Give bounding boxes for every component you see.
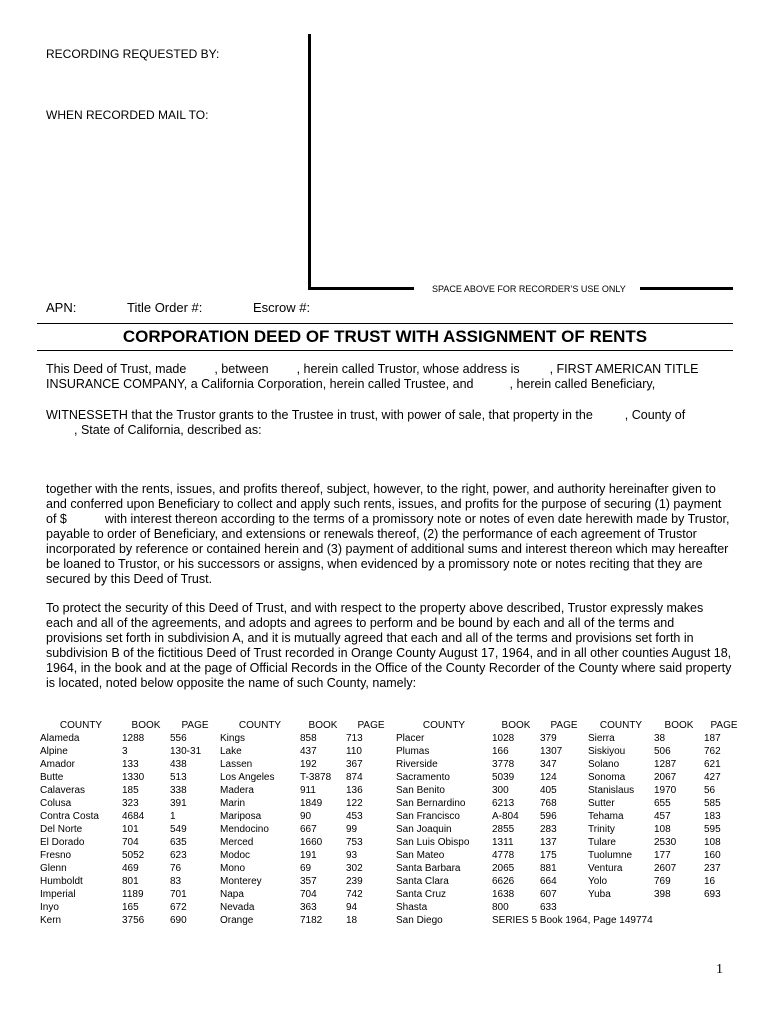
table-cell bbox=[588, 901, 654, 914]
table-cell: 1028 bbox=[492, 733, 515, 744]
table-cell: Kern bbox=[40, 915, 62, 926]
table-cell: Monterey bbox=[220, 876, 262, 887]
table-cell: 191 bbox=[300, 850, 317, 861]
table-cell: 800 bbox=[492, 902, 509, 913]
table-cell: 5039 bbox=[492, 772, 515, 783]
table-cell: 713 bbox=[346, 733, 363, 744]
table-row bbox=[40, 784, 744, 797]
table-cell: Marin bbox=[220, 798, 246, 809]
table-cell: 69 bbox=[300, 863, 312, 874]
table-cell: 99 bbox=[346, 824, 358, 835]
table-cell: 3778 bbox=[492, 759, 515, 770]
table-cell: Madera bbox=[220, 785, 254, 796]
table-cell: 655 bbox=[654, 798, 671, 809]
table-cell: 1287 bbox=[654, 759, 677, 770]
table-row bbox=[40, 771, 744, 784]
table-cell: Colusa bbox=[40, 798, 72, 809]
table-cell: 874 bbox=[346, 772, 363, 783]
table-cell: 94 bbox=[346, 902, 358, 913]
title-top-rule bbox=[37, 323, 733, 324]
table-cell: 596 bbox=[540, 811, 557, 822]
table-cell: 633 bbox=[540, 902, 557, 913]
table-cell: San Joaquin bbox=[396, 824, 452, 835]
table-cell: 911 bbox=[300, 785, 316, 796]
table-cell: Shasta bbox=[396, 902, 428, 913]
header-book-3: BOOK bbox=[501, 719, 531, 731]
table-cell: 237 bbox=[704, 863, 721, 874]
table-row bbox=[40, 901, 744, 914]
table-cell: Tehama bbox=[588, 811, 624, 822]
table-cell: 1660 bbox=[300, 837, 323, 848]
table-cell: 338 bbox=[170, 785, 187, 796]
table-cell: 108 bbox=[704, 837, 721, 848]
recorder-horizontal-divider-right bbox=[640, 287, 733, 290]
table-cell: 166 bbox=[492, 746, 509, 757]
table-cell: Mendocino bbox=[220, 824, 269, 835]
intro-text-a: This Deed of Trust, made bbox=[46, 362, 187, 376]
table-row bbox=[40, 862, 744, 875]
table-row bbox=[40, 914, 744, 927]
table-cell: Santa Clara bbox=[396, 876, 449, 887]
table-cell: 175 bbox=[540, 850, 557, 861]
table-cell: Solano bbox=[588, 759, 620, 770]
table-cell: Fresno bbox=[40, 850, 72, 861]
table-cell: Tuolumne bbox=[588, 850, 633, 861]
intro-text-d: , FIRST AMERICAN TITLE INSURANCE COMPANY, a California Corporation, herein called Trustee, and bbox=[46, 362, 699, 391]
intro-text-c: , herein called Trustor, whose address is bbox=[296, 362, 520, 376]
table-cell: Imperial bbox=[40, 889, 76, 900]
table-cell: 742 bbox=[346, 889, 363, 900]
table-cell: 367 bbox=[346, 759, 363, 770]
table-cell: 427 bbox=[704, 772, 721, 783]
table-row bbox=[40, 823, 744, 836]
table-cell: Mono bbox=[220, 863, 246, 874]
table-cell: 762 bbox=[704, 746, 721, 757]
table-cell: 7182 bbox=[300, 915, 323, 926]
table-cell: Plumas bbox=[396, 746, 430, 757]
table-cell: Lake bbox=[220, 746, 242, 757]
table-cell: 881 bbox=[540, 863, 557, 874]
table-cell: Tulare bbox=[588, 837, 616, 848]
table-row bbox=[40, 758, 744, 771]
table-cell: 76 bbox=[170, 863, 182, 874]
recording-requested-by-label: RECORDING REQUESTED BY: bbox=[46, 47, 220, 61]
table-cell: 2065 bbox=[492, 863, 515, 874]
header-book-4: BOOK bbox=[664, 719, 694, 731]
table-cell: Yuba bbox=[588, 889, 611, 900]
recorder-vertical-divider bbox=[308, 34, 311, 290]
table-cell: Sutter bbox=[588, 798, 615, 809]
table-cell: Mariposa bbox=[220, 811, 262, 822]
table-cell: 187 bbox=[704, 733, 721, 744]
table-cell: Alameda bbox=[40, 733, 80, 744]
when-recorded-mail-to-label: WHEN RECORDED MAIL TO: bbox=[46, 108, 209, 122]
table-cell: 83 bbox=[170, 876, 182, 887]
table-cell: 90 bbox=[300, 811, 312, 822]
table-cell: 160 bbox=[704, 850, 721, 861]
table-cell: 2855 bbox=[492, 824, 515, 835]
page-number: 1 bbox=[716, 962, 723, 977]
table-cell: 704 bbox=[122, 837, 139, 848]
table-cell: Placer bbox=[396, 733, 425, 744]
table-cell: Trinity bbox=[588, 824, 615, 835]
recorder-horizontal-divider-left bbox=[310, 287, 414, 290]
table-cell: 56 bbox=[704, 785, 716, 796]
table-cell: 438 bbox=[170, 759, 187, 770]
header-book-2: BOOK bbox=[308, 719, 338, 731]
table-row bbox=[40, 849, 744, 862]
table-cell: 165 bbox=[122, 902, 139, 913]
table-row bbox=[40, 836, 744, 849]
table-cell: 130-31 bbox=[170, 746, 202, 757]
table-row bbox=[40, 745, 744, 758]
table-cell: Santa Barbara bbox=[396, 863, 461, 874]
table-row bbox=[40, 810, 744, 823]
table-row bbox=[40, 888, 744, 901]
table-cell: Sierra bbox=[588, 733, 615, 744]
header-page-3: PAGE bbox=[550, 719, 578, 731]
table-cell: 672 bbox=[170, 902, 187, 913]
table-cell: San Mateo bbox=[396, 850, 445, 861]
witness-text-b: , County of bbox=[624, 408, 686, 422]
table-cell: 300 bbox=[492, 785, 509, 796]
table-cell: 664 bbox=[540, 876, 557, 887]
header-county-2: COUNTY bbox=[238, 719, 282, 731]
table-cell: 239 bbox=[346, 876, 363, 887]
table-cell: 5052 bbox=[122, 850, 145, 861]
table-cell: 1288 bbox=[122, 733, 145, 744]
table-cell: 607 bbox=[540, 889, 557, 900]
table-cell: 192 bbox=[300, 759, 317, 770]
table-cell: 137 bbox=[540, 837, 557, 848]
intro-text-b: , between bbox=[214, 362, 269, 376]
table-cell: 391 bbox=[170, 798, 187, 809]
table-cell: 122 bbox=[346, 798, 363, 809]
table-cell: 379 bbox=[540, 733, 557, 744]
header-county-3: COUNTY bbox=[422, 719, 466, 731]
table-cell: 185 bbox=[122, 785, 139, 796]
table-cell: 183 bbox=[704, 811, 721, 822]
apn-label: APN: bbox=[46, 300, 77, 315]
table-cell: 136 bbox=[346, 785, 363, 796]
header-page-2: PAGE bbox=[357, 719, 385, 731]
table-cell: 302 bbox=[346, 863, 363, 874]
escrow-label: Escrow #: bbox=[253, 300, 311, 315]
table-cell: 363 bbox=[300, 902, 317, 913]
table-cell: 108 bbox=[654, 824, 671, 835]
table-cell: Del Norte bbox=[40, 824, 83, 835]
table-cell: Kings bbox=[220, 733, 246, 744]
table-cell: Modoc bbox=[220, 850, 251, 861]
table-cell: Napa bbox=[220, 889, 244, 900]
table-cell: A-804 bbox=[492, 811, 519, 822]
table-cell: San Luis Obispo bbox=[396, 837, 470, 848]
table-cell: Alpine bbox=[40, 746, 68, 757]
table-cell: Sacramento bbox=[396, 772, 450, 783]
table-cell: 283 bbox=[540, 824, 557, 835]
table-cell: Amador bbox=[40, 759, 76, 770]
table-cell: San Bernardino bbox=[396, 798, 466, 809]
table-row bbox=[40, 875, 744, 888]
table-cell: Lassen bbox=[220, 759, 253, 770]
table-cell: 110 bbox=[346, 746, 362, 757]
table-cell: 635 bbox=[170, 837, 187, 848]
table-cell: San Francisco bbox=[396, 811, 460, 822]
table-cell: Nevada bbox=[220, 902, 255, 913]
table-cell: 469 bbox=[122, 863, 139, 874]
table-cell: El Dorado bbox=[40, 837, 85, 848]
together-text-b: with interest thereon according to the terms of a promissory note or notes of even date herewith made by Trustor, payable to order of Beneficiary, and extensions or renewals thereof, (2) the performance of each agreement of Trustor incorporated by reference or contained herein and (3) payment of additional sums and interest thereon which may hereafter be loaned to Trustor, or his successors or assigns, when evidenced by a promissory note or notes reciting that they are secured by this Deed of Trust. bbox=[46, 512, 730, 586]
county-recording-table bbox=[40, 718, 744, 927]
table-cell: 1311 bbox=[492, 837, 514, 848]
table-cell: 6626 bbox=[492, 876, 515, 887]
table-cell: 405 bbox=[540, 785, 557, 796]
table-cell: Stanislaus bbox=[588, 785, 635, 796]
table-cell: 124 bbox=[540, 772, 557, 783]
table-cell: 18 bbox=[346, 915, 358, 926]
table-cell: 513 bbox=[170, 772, 187, 783]
table-cell: 690 bbox=[170, 915, 187, 926]
table-cell: 3756 bbox=[122, 915, 145, 926]
table-cell: 769 bbox=[654, 876, 671, 887]
table-cell: Riverside bbox=[396, 759, 438, 770]
header-page-1: PAGE bbox=[181, 719, 209, 731]
table-cell bbox=[704, 901, 744, 914]
header-page-4: PAGE bbox=[710, 719, 738, 731]
witnesseth-paragraph bbox=[46, 408, 732, 438]
table-cell: 398 bbox=[654, 889, 671, 900]
table-cell: 453 bbox=[346, 811, 363, 822]
table-cell: 3 bbox=[122, 746, 128, 757]
table-cell: 323 bbox=[122, 798, 139, 809]
table-cell: 93 bbox=[346, 850, 358, 861]
table-cell: 101 bbox=[122, 824, 139, 835]
protect-paragraph: To protect the security of this Deed of Trust, and with respect to the property above described, Trustor expressly makes each and all of the agreements, and adopts and agrees to perform and be bound by each and all of the terms and provisions set forth in subdivision A, and it is mutually agreed that each and all of the terms and provisions set forth in subdivision B of the fictitious Deed of Trust recorded in Orange County August 17, 1964, and in all other counties August 18, 1964, in the book and at the page of Official Records in the Office of the County Recorder of the County where said property is located, noted below opposite the name of such County, namely: bbox=[46, 601, 732, 690]
header-county-1: COUNTY bbox=[59, 719, 103, 731]
table-cell: 2530 bbox=[654, 837, 677, 848]
table-cell: Los Angeles bbox=[220, 772, 275, 783]
table-cell: Santa Cruz bbox=[396, 889, 447, 900]
intro-paragraph bbox=[46, 362, 732, 392]
table-cell: 1307 bbox=[540, 746, 563, 757]
table-cell: 701 bbox=[170, 889, 187, 900]
table-cell: 621 bbox=[704, 759, 721, 770]
table-cell: T-3878 bbox=[300, 772, 332, 783]
space-above-label: SPACE ABOVE FOR RECORDER’S USE ONLY bbox=[432, 284, 626, 294]
table-cell: Yolo bbox=[588, 876, 608, 887]
header-book-1: BOOK bbox=[131, 719, 161, 731]
witness-text-c: , State of California, described as: bbox=[74, 423, 262, 437]
table-cell: 1330 bbox=[122, 772, 145, 783]
table-cell: San Benito bbox=[396, 785, 445, 796]
title-bottom-rule bbox=[37, 350, 733, 351]
table-cell: 6213 bbox=[492, 798, 515, 809]
table-cell: Calaveras bbox=[40, 785, 86, 796]
table-cell: Orange bbox=[220, 915, 254, 926]
table-cell: 667 bbox=[300, 824, 317, 835]
table-row bbox=[40, 797, 744, 810]
table-cell: Merced bbox=[220, 837, 254, 848]
table-cell: 357 bbox=[300, 876, 317, 887]
table-cell: 1189 bbox=[122, 889, 144, 900]
table-cell: 693 bbox=[704, 889, 721, 900]
table-cell: 16 bbox=[704, 876, 716, 887]
together-paragraph bbox=[46, 482, 732, 587]
table-cell: San Diego bbox=[396, 915, 443, 926]
table-cell: 177 bbox=[654, 850, 671, 861]
table-cell: Sonoma bbox=[588, 772, 626, 783]
table-cell: 753 bbox=[346, 837, 363, 848]
table-cell: 595 bbox=[704, 824, 721, 835]
table-cell: 549 bbox=[170, 824, 187, 835]
table-cell: Butte bbox=[40, 772, 64, 783]
table-cell: 2067 bbox=[654, 772, 677, 783]
table-cell: 4684 bbox=[122, 811, 145, 822]
table-cell: 2607 bbox=[654, 863, 677, 874]
table-cell: Glenn bbox=[40, 863, 67, 874]
county-table-header-row bbox=[40, 718, 744, 732]
table-row bbox=[40, 732, 744, 745]
table-cell: Inyo bbox=[40, 902, 59, 913]
table-cell: 801 bbox=[122, 876, 139, 887]
intro-text-e: , herein called Beneficiary, bbox=[509, 377, 656, 391]
table-cell: 347 bbox=[540, 759, 557, 770]
together-text-a: together with the rents, issues, and profits thereof, subject, however, to the right, power, and authority hereinafter given to and conferred upon Beneficiary to collect and apply such rents, issues, and profits for the purpose of securing (1) payment of $ bbox=[46, 482, 722, 526]
table-cell: 585 bbox=[704, 798, 721, 809]
table-cell: Siskiyou bbox=[588, 746, 626, 757]
header-county-4: COUNTY bbox=[599, 719, 643, 731]
table-cell: 1638 bbox=[492, 889, 515, 900]
table-cell: Contra Costa bbox=[40, 811, 99, 822]
table-cell: 457 bbox=[654, 811, 671, 822]
table-cell: Ventura bbox=[588, 863, 623, 874]
table-cell: 1 bbox=[170, 811, 176, 822]
witness-text-a: WITNESSETH that the Trustor grants to the Trustee in trust, with power of sale, that property in the bbox=[46, 408, 593, 422]
table-cell: 623 bbox=[170, 850, 187, 861]
table-cell: Humboldt bbox=[40, 876, 83, 887]
table-cell: 704 bbox=[300, 889, 317, 900]
series-note: SERIES 5 Book 1964, Page 149774 bbox=[492, 915, 653, 926]
table-cell: 38 bbox=[654, 733, 666, 744]
table-cell: 437 bbox=[300, 746, 317, 757]
table-cell: 858 bbox=[300, 733, 317, 744]
table-cell: 1849 bbox=[300, 798, 323, 809]
table-cell: 1970 bbox=[654, 785, 677, 796]
table-cell: 133 bbox=[122, 759, 139, 770]
table-cell: 506 bbox=[654, 746, 671, 757]
table-cell: 4778 bbox=[492, 850, 515, 861]
table-cell: 556 bbox=[170, 733, 187, 744]
table-cell bbox=[654, 901, 704, 914]
document-title: CORPORATION DEED OF TRUST WITH ASSIGNMENT OF RENTS bbox=[122, 327, 648, 346]
table-cell: 768 bbox=[540, 798, 557, 809]
title-order-label: Title Order #: bbox=[127, 300, 203, 315]
